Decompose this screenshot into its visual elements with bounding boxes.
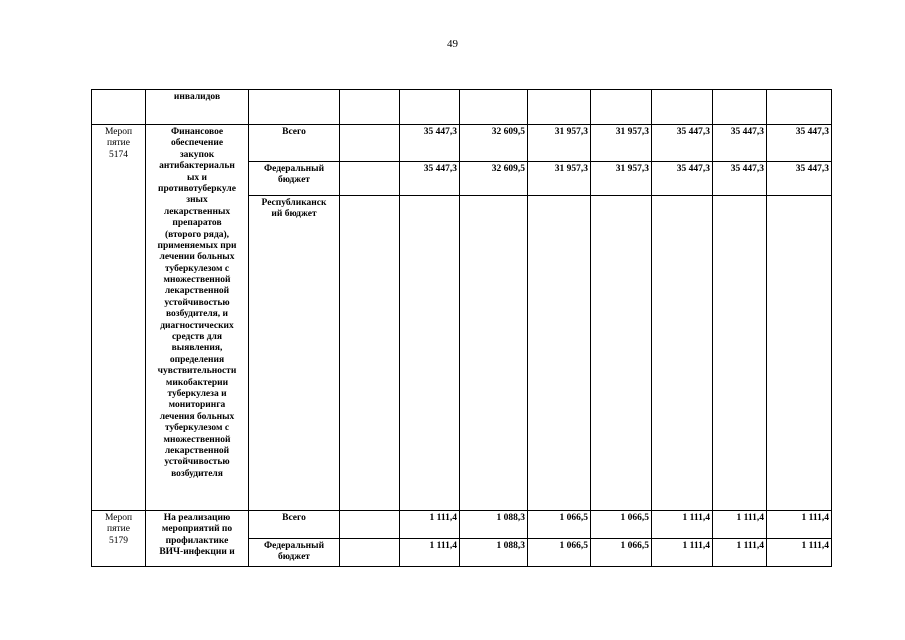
funding-source-cell: Всего — [249, 511, 340, 539]
continuation-row — [92, 90, 832, 125]
measure-id-cell: Мероп пятие 5179 — [92, 511, 146, 567]
value-cell: 35 447,3 — [713, 125, 767, 162]
value-cell — [528, 90, 591, 125]
funding-source-cell: Федеральный бюджет — [249, 539, 340, 567]
value-cell — [591, 196, 652, 511]
value-cell — [652, 90, 713, 125]
value-cell — [767, 90, 832, 125]
page-number: 49 — [447, 38, 458, 50]
value-cell — [460, 196, 528, 511]
value-cell — [400, 90, 460, 125]
value-cell: 31 957,3 — [528, 162, 591, 196]
budget-table — [91, 89, 832, 567]
value-cell — [528, 196, 591, 511]
value-cell: 1 066,5 — [591, 511, 652, 539]
value-cell: 1 111,4 — [767, 511, 832, 539]
value-cell: 1 111,4 — [652, 511, 713, 539]
value-cell: 1 111,4 — [713, 511, 767, 539]
measure-name-cell: На реализацию мероприятий по профилактике ВИЧ-инфекции и — [146, 511, 249, 567]
value-cell — [591, 90, 652, 125]
value-cell: 1 088,3 — [460, 539, 528, 567]
value-cell: 1 111,4 — [400, 511, 460, 539]
value-cell: 1 066,5 — [591, 539, 652, 567]
value-cell: 35 447,3 — [713, 162, 767, 196]
value-cell: 1 111,4 — [713, 539, 767, 567]
measure-name-cell: Финансовое обеспечение закупок антибактериальн ых и противотуберкуле зных лекарственных препаратов (второго ряда), применяемых при лечении больных туберкулезом с множественной лекарственной устойчивостью возбудителя, и диагностических средств для выявления, определения чувствительности микобактерии туберкулеза и мониторинга лечения больных туберкулезом с множественной лекарственной устойчивостью возбудителя — [146, 125, 249, 511]
value-cell — [713, 90, 767, 125]
value-cell: 1 111,4 — [400, 539, 460, 567]
value-cell — [340, 125, 400, 162]
value-cell — [400, 196, 460, 511]
value-cell: 35 447,3 — [652, 162, 713, 196]
value-cell: 31 957,3 — [591, 162, 652, 196]
value-cell — [713, 196, 767, 511]
source-cell — [249, 90, 340, 125]
value-cell — [460, 90, 528, 125]
value-cell — [340, 539, 400, 567]
funding-source-cell: Федеральный бюджет — [249, 162, 340, 196]
value-cell: 1 088,3 — [460, 511, 528, 539]
value-cell: 1 111,4 — [767, 539, 832, 567]
funding-source-cell: Всего — [249, 125, 340, 162]
value-cell: 1 066,5 — [528, 539, 591, 567]
value-cell: 35 447,3 — [767, 125, 832, 162]
value-cell: 1 066,5 — [528, 511, 591, 539]
value-cell — [340, 511, 400, 539]
value-cell: 35 447,3 — [400, 125, 460, 162]
value-cell — [340, 162, 400, 196]
measure-id-cell: Мероп пятие 5174 — [92, 125, 146, 511]
value-cell: 31 957,3 — [528, 125, 591, 162]
value-cell — [652, 196, 713, 511]
value-cell: 35 447,3 — [652, 125, 713, 162]
funding-source-cell: Республиканск ий бюджет — [249, 196, 340, 511]
value-cell: 32 609,5 — [460, 162, 528, 196]
value-cell — [340, 90, 400, 125]
name-cell: инвалидов — [146, 90, 249, 125]
table-row — [92, 511, 832, 539]
value-cell: 35 447,3 — [767, 162, 832, 196]
table-row — [92, 125, 832, 162]
value-cell: 31 957,3 — [591, 125, 652, 162]
value-cell: 32 609,5 — [460, 125, 528, 162]
value-cell — [340, 196, 400, 511]
value-cell: 1 111,4 — [652, 539, 713, 567]
value-cell — [767, 196, 832, 511]
value-cell: 35 447,3 — [400, 162, 460, 196]
id-cell — [92, 90, 146, 125]
